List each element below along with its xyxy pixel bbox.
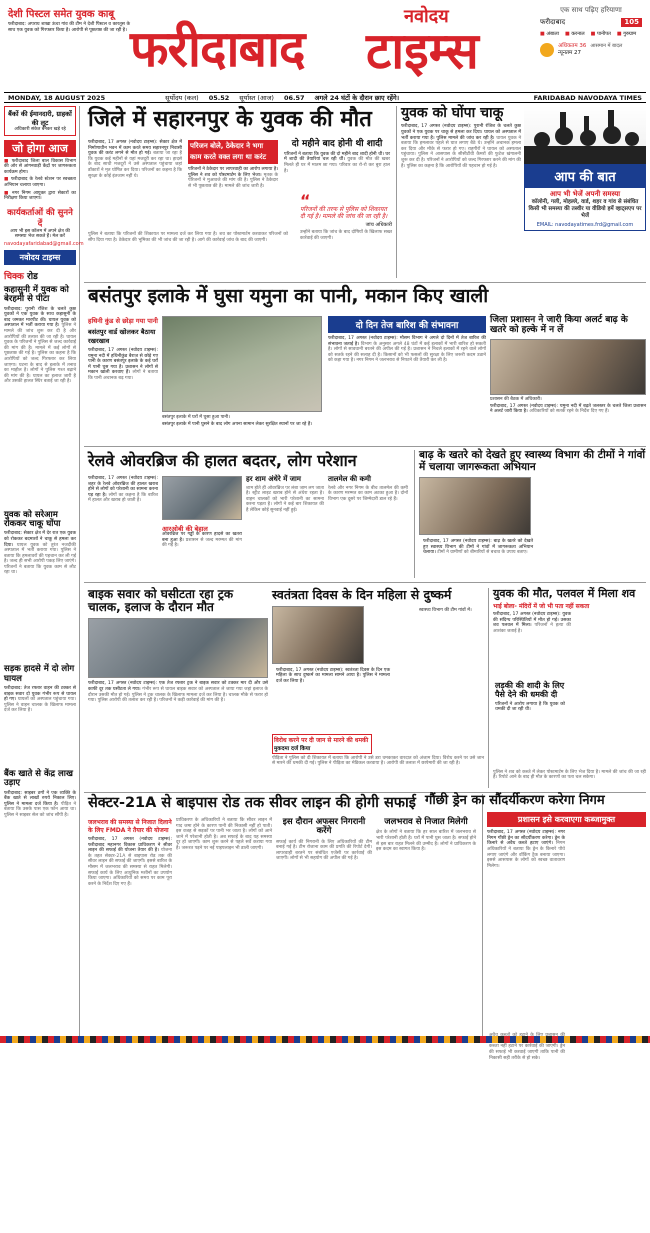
left-story-body: फरीदाबाद: तेज रफ्तार वाहन की टक्कर से बाइक सवार दो युवक गंभीर रूप से घायल हो गए। घायलों को अस्पताल पहुंचाया गया। पुलिस ने वाहन चालक के खिलाफ मामला दर्ज कर लिया है। <box>4 686 77 714</box>
top-right-box <box>540 6 642 57</box>
sewer-sub1: जलभराव की समस्या से निजात दिलाने के लिए FMDA ने तैयार की योजना <box>88 819 172 834</box>
right-lead <box>396 106 521 278</box>
right-lead-headline: युवक को घोंपा चाकू <box>401 105 504 121</box>
lead-body-2: परिजनों ने ठेकेदार पर लापरवाही का आरोप लगाया है। पुलिस ने शव को पोस्टमार्टम के लिए भेजा। मृतक के परिजनों ने मुआवजे की मांग की है। पुलिस ने ठेकेदार से भी पूछताछ की है। मामले की जांच जारी है। <box>188 167 279 189</box>
divider <box>84 582 646 583</box>
railway-story <box>88 476 408 576</box>
city-item: ■ गुरुग्राम <box>617 31 636 37</box>
lead-body-3: परिजनों ने बताया कि युवक की दो महीने बाद शादी होनी थी। घर में शादी की तैयारियां चल रही थीं। युवक की मौत की खबर मिलते ही घर में मातम छा गया। परिवार का रो-रो कर बुरा हाल है। <box>284 151 390 174</box>
what-today-item: ■ नगर निगम आयुक्त द्वारा सेक्टरों का निरीक्षण किया जाएगा। <box>4 191 76 202</box>
left-story-body: फरीदाबाद: साइबर ठगों ने एक व्यक्ति के बैंक खाते से लाखों रुपये निकाल लिए। पुलिस ने मामला दर्ज किया है। पीड़ित ने बताया कि उसके पास एक फोन आया था। पुलिस ने साइबर सेल को जांच सौंपी है। <box>4 790 76 819</box>
chik-road: रोड <box>27 271 38 282</box>
left-story-title: कहासुनी में युवक को बेरहमी से पीटा <box>4 284 69 305</box>
city-item: ■ करनाल <box>565 31 585 37</box>
drain-body: फरीदाबाद, 17 अगस्त (नवोदय टाइम्स): नगर निगम गौंछी ड्रेन का सौंदर्यीकरण करेगा। ड्रेन के किनारे से अवैध कब्जे हटाए जाएंगे। निगम अधिकारियों ने बताया कि ड्रेन के किनारे पौधे लगाए जाएंगे और वॉकिंग ट्रैक बनाया जाएगा। इससे आसपास के लोगों को स्वच्छ वातावरण मिलेगा। <box>487 830 565 869</box>
left-story-title: सड़क हादसे में दो लोग घायल <box>4 664 75 684</box>
workers-body: आप भी इस कॉलम में अपने क्षेत्र की समस्या भेज सकते हैं। मेल करें <box>10 228 70 240</box>
rain-banner: दो दिन तेज बारिश की संभावना <box>328 316 486 333</box>
left-column <box>4 106 84 1036</box>
railway-body: फरीदाबाद, 17 अगस्त (नवोदय टाइम्स): शहर के रेलवे ओवरब्रिज की हालत खराब होने से लोगों को परेशानी का सामना करना पड़ रहा है। लोगों का कहना है कि बारिश में हालत और खराब हो जाती है। <box>88 476 158 504</box>
lead-body-4: पुलिस ने बताया कि परिजनों की शिकायत पर मामला दर्ज कर लिया गया है। शव का पोस्टमार्टम करवाकर परिजनों को सौंप दिया गया है। ठेकेदार की भूमिका की भी जांच की जा रही है। आगे की कार्रवाई जांच के बाद की जाएगी। <box>88 232 288 243</box>
health-caption: स्वास्थ्य विभाग की टीम गांवों में। <box>419 608 472 614</box>
date-bar <box>4 92 646 103</box>
yamuna-body: फरीदाबाद, 17 अगस्त (नवोदय टाइम्स): यमुना नदी में हथिनीकुंड बैराज से छोड़े गए पानी के कारण बसंतपुर इलाके के कई घरों में पानी घुस गया है। प्रशासन ने लोगों से मकान खाली करवाए हैं। लोगों ने बताया कि पानी अचानक बढ़ गया। <box>88 348 158 381</box>
brand-navodaya: नवोदय <box>404 6 449 27</box>
sewer-sub2: इस दौरान अफसर निगरानी करेंगे <box>282 817 366 837</box>
sewer-story <box>88 818 476 1038</box>
quote-text: परिजनों की तरफ से पुलिस को शिकायत दी गई है। मामले की जांच की जा रही है। <box>300 206 388 220</box>
divider <box>84 446 646 447</box>
railway-photo <box>162 476 242 520</box>
page-number: 105 <box>621 18 642 27</box>
health-body: फरीदाबाद, 17 अगस्त (नवोदय टाइम्स): बाढ़ के खतरे को देखते हुए स्वास्थ्य विभाग की टीमों ने गांवों में जागरूकता अभियान चलाया। टीमों ने ग्रामीणों को बीमारियों से बचाव के उपाय बताए। <box>423 539 533 556</box>
palwal-sub: भाई बोला- मंदिरों में जो भी पता नहीं सकता <box>493 603 590 611</box>
lead-quote <box>300 191 392 256</box>
sewer-body: फरीदाबाद, 17 अगस्त (नवोदय टाइम्स): फरीदाबाद महानगर विकास प्राधिकरण ने सीवर लाइन की सफाई की योजना तैयार की है। योजना के तहत सेक्टर-21A से बाइपास रोड तक की सीवर लाइन की सफाई की जाएगी। इससे बारिश के मौसम में जलभराव की समस्या से राहत मिलेगी। सफाई कार्य के लिए आधुनिक मशीनों का उपयोग किया जाएगा। अधिकारियों को समय पर काम पूरा करने के निर्देश दिए गए हैं। <box>88 837 172 887</box>
email-link[interactable]: navodayafaridabad@gmail.com <box>4 240 84 247</box>
lead-subhead: दो महीने बाद होनी थी शादी <box>291 139 383 149</box>
palwal-body-2: परिजनों ने आरोप लगाया है कि युवक को धमकी दी जा रही थी। <box>495 701 565 713</box>
workers-title: कार्यकर्ताओं की सुनने दें <box>7 207 73 229</box>
sunset-time: 06.57 <box>283 93 305 102</box>
drain-banner: प्रशासन इसे करवाएगा कब्जामुक्त <box>487 812 646 827</box>
lead-headline: जिले में सहारनपुर के युवक की मौत <box>88 107 372 132</box>
independence-headline: स्वतंत्रता दिवस के दिन महिला से दुष्कर्म <box>272 587 452 602</box>
right-lead-body: फरीदाबाद, 17 अगस्त (नवोदय टाइम्स): पुरानी रंजिश के चलते कुछ युवकों ने एक युवक पर चाकू से हमला कर दिया। घायल को अस्पताल में भर्ती कराया गया है। पुलिस मामले की जांच कर रही है। घायल युवक ने बताया कि हमलावर पहले से घात लगाए बैठे थे। उन्होंने अचानक हमला कर दिया और मौके से फरार हो गए। राहगीरों ने घायल को अस्पताल पहुंचाया। पुलिस ने आसपास के सीसीटीवी कैमरों की फुटेज खंगालनी शुरू कर दी है। परिजनों ने आरोपियों को जल्द गिरफ्तार करने की मांग की है। पुलिस का कहना है कि आरोपियों की पहचान हो गई है। <box>401 124 521 169</box>
sun-icon <box>540 43 554 57</box>
truck-body: फरीदाबाद, 17 अगस्त (नवोदय टाइम्स): एक तेज रफ्तार ट्रक ने बाइक सवार को टक्कर मार दी और उसे काफी दूर तक घसीटता ले गया। गंभीर रूप से घायल बाइक सवार को अस्पताल ले जाया गया जहां इलाज के दौरान उसकी मौत हो गई। पुलिस ने ट्रक चालक के खिलाफ मामला दर्ज कर लिया है। चालक मौके से फरार हो गया। पुलिस आरोपी की तलाश कर रही है। परिजनों ने कड़ी कार्रवाई की मांग की है। <box>88 681 268 704</box>
truck-photo <box>88 618 268 678</box>
sunrise-label: सूर्योदय (कल) <box>165 94 199 102</box>
rain-box <box>328 316 486 442</box>
sewer-sub3: जलभराव से निजात मिलेगी <box>384 817 468 827</box>
left-teaser-body: अधिकारी संकेत बनकर खड़े रहे <box>14 127 66 132</box>
yamuna-photo <box>162 316 322 412</box>
aap-body: कॉलोनी, गली, मोहल्ले, वार्ड, शहर व गांव से संबंधित किसी भी समस्या की तस्वीर या वीडियो हमें व्हाट्सएप पर भेजें <box>528 199 642 219</box>
weather-max: अधिकतम 36 <box>558 43 587 49</box>
railway-body-3: शाम होते ही ओवरब्रिज पर लंबा जाम लग जाता है। स्ट्रीट लाइट खराब होने से अंधेरा रहता है। वाहन चालकों को भारी परेशानी का सामना करना पड़ता है। लोगों ने कई बार शिकायत की है लेकिन कोई सुनवाई नहीं हुई। <box>246 485 324 514</box>
aap-ki-baat <box>524 106 646 278</box>
yamuna-sub2: बसंतपुर वार्ड खोलकर बैठाया रखरखाव <box>88 328 156 345</box>
lead-body-5: उन्होंने बताया कि जांच के बाद दोषियों के खिलाफ सख्त कार्रवाई की जाएगी। <box>300 230 392 241</box>
yamuna-story <box>88 316 324 442</box>
top-left-teaser <box>8 6 130 68</box>
left-story-body: फरीदाबाद: पुरानी रंजिश के चलते कुछ युवकों ने एक युवक के साथ कहासुनी के बाद जमकर मारपीट की। घायल युवक को अस्पताल में भर्ती कराया गया है। पुलिस ने मामले की जांच शुरू कर दी है और आरोपियों की तलाश की जा रही है। घायल युवक के परिजनों ने पुलिस से जल्द कार्रवाई की मांग की है। मामले में कई लोगों से पूछताछ की गई है। पुलिस का कहना है कि आरोपियों को जल्द गिरफ्तार कर लिया जाएगा। घटना के बाद से इलाके में तनाव का माहौल है। लोगों ने पुलिस गश्त बढ़ाने की मांग की है। घायल का इलाज जारी है और उसकी हालत स्थिर बताई जा रही है। <box>4 306 76 385</box>
city-item: ■ अंबाला <box>540 31 559 37</box>
teaser-title: देशी पिस्टल समेत युवक काबू <box>8 9 115 20</box>
quote-by: जांच अधिकारी <box>365 222 392 228</box>
independence-sub: विरोध करने पर दी जान से मारने की धमकी <box>274 736 369 744</box>
paper-name: FARIDABAD NAVODAYA TIMES <box>533 93 642 102</box>
divider <box>84 282 646 283</box>
small-logo: नवोदय टाइम्स <box>4 250 76 265</box>
railway-body-4: रेलवे और नगर निगम के बीच तालमेल की कमी के कारण मरम्मत का काम अटका हुआ है। दोनों विभाग एक दूसरे पर जिम्मेदारी डाल रहे हैं। <box>328 485 408 502</box>
weather-note: आसमान में बादल <box>590 43 623 49</box>
independence-sub2: मुकदमा दर्ज किया <box>274 745 311 752</box>
edition-label: फरीदाबाद <box>540 18 566 26</box>
quote-icon: “ <box>300 191 311 210</box>
independence-body-2: पीड़िता ने पुलिस को दी शिकायत में बताया कि आरोपी ने उसे डरा धमकाकर वारदात को अंजाम दिया। विरोध करने पर उसे जान से मारने की धमकी दी गई। पुलिस ने पीड़िता का मेडिकल करवाया है। आरोपी की तलाश में छापेमारी की जा रही है। <box>272 755 484 767</box>
health-headline: बाढ़ के खतरे को देखते हुए स्वास्थ्य विभाग की टीमों ने गांवों में चलाया जागरूकता अभियान <box>419 449 646 473</box>
aap-illustration <box>524 106 646 164</box>
sewer-body-3: सफाई कार्य की निगरानी के लिए अधिकारियों की टीम बनाई गई है। टीम रोजाना काम की प्रगति की रिपोर्ट देगी। लापरवाही बरतने पर संबंधित एजेंसी पर कार्रवाई की जाएगी। लोगों से भी सहयोग की अपील की गई है। <box>276 839 372 862</box>
truck-story <box>88 588 268 788</box>
yamuna-headline: बसंतपुर इलाके में घुसा यमुना का पानी, मकान किए खाली <box>88 285 489 307</box>
railway-body-2: ओवरब्रिज पर गड्ढों के कारण हादसे का खतरा बना हुआ है। प्रशासन से जल्द मरम्मत की मांग की गई है। <box>162 532 242 549</box>
palwal-subhead: लड़की की शादी के लिए पैसे देने की धमकी दी <box>495 681 565 699</box>
alert-caption: प्रशासन की बैठक में अधिकारी। <box>490 396 542 402</box>
aap-title: आप की बात <box>554 170 616 185</box>
left-teaser-title: बैंकों की ईमानदारी, ग्राहकों की लूट <box>8 110 72 127</box>
weather-min: न्यूनतम 27 <box>558 50 582 56</box>
drain-body-2: कब्जा नहीं हटाने पर कार्रवाई की जाएगी। ड्रेन की सफाई भी करवाई जाएगी ताकि पानी की निकासी सही तरीके से हो सके। <box>489 1044 565 1061</box>
masthead <box>0 0 650 96</box>
alert-story <box>490 316 646 442</box>
left-story-body: फरीदाबाद: सेक्टर क्षेत्र में देर रात एक युवक को रोककर बदमाशों ने चाकू से हमला कर दिया। घायल युवक को तुरंत नजदीकी अस्पताल में भर्ती कराया गया। पुलिस ने बताया कि हमलावरों की पहचान कर ली गई है। जल्द ही सभी आरोपी पकड़ लिए जाएंगे। परिजनों ने बताया कि युवक काम से लौट रहा था। <box>4 531 76 576</box>
alert-headline: जिला प्रशासन ने जारी किया अलर्ट बाढ़ के खतरे को हल्के में न लें <box>490 315 628 335</box>
date: MONDAY, 18 AUGUST 2025 <box>8 93 106 102</box>
truck-headline: बाइक सवार को घसीटता रहा ट्रक चालक, इलाज के दौरान मौत <box>88 587 234 615</box>
sewer-body-4: क्षेत्र के लोगों ने बताया कि हर साल बारिश में जलभराव से भारी परेशानी होती है। घरों में पानी घुस जाता है। सफाई होने से इस बार राहत मिलने की उम्मीद है। लोगों ने प्राधिकरण के इस कदम का स्वागत किया है। <box>376 830 476 853</box>
chik-label: चिक्क <box>4 271 24 282</box>
yamuna-sub1: हथिनी कुंड से छोड़ा गया पानी <box>88 317 158 325</box>
yamuna-body-2: बसंतपुर इलाके में पानी घुसने के बाद लोग अपना सामान लेकर सुरक्षित स्थानों पर जा रहे हैं। <box>162 422 313 427</box>
drain-headline: गौंछी ड्रेन का सौंदर्यीकरण करेगा निगम <box>425 793 605 808</box>
alert-photo <box>490 339 646 395</box>
sewer-body-2: प्राधिकरण के अधिकारियों ने बताया कि सीवर लाइन में गाद जमा होने के कारण पानी की निकासी नहीं हो पाती। इस वजह से सड़कों पर पानी भर जाता है। लोगों को आने जाने में परेशानी होती है। अब सफाई के बाद यह समस्या दूर हो जाएगी। काम शुरू करने से पहले सर्वे कराया गया है। जरूरत पड़ने पर नई पाइपलाइन भी डाली जाएगी। <box>176 818 272 851</box>
left-story-title: बैंक खाते से केंद्र लाख उड़ाए <box>4 769 73 789</box>
lead-photo-row <box>88 232 288 278</box>
yamuna-caption: बसंतपुर इलाके में घरों में घुसा हुआ पानी। <box>162 415 230 420</box>
left-story-title: युवक को सरेआम रोककर चाकू घोंपा <box>4 509 61 529</box>
sunset-label: सूर्यास्त (आज) <box>239 94 274 102</box>
railway-sub: आरओबी की बेहाल <box>162 525 208 533</box>
sunrise-time: 05.52 <box>208 93 230 102</box>
what-today-item: ■ फरीदाबाद जिला बाल विकास विभाग की ओर से आंगनवाड़ी केंद्रों पर जागरूकता कार्यक्रम होगा। <box>4 159 76 176</box>
what-today-item: ■ फरीदाबाद के रेलवे स्टेशन पर स्वच्छता अभियान चलाया जाएगा। <box>4 177 76 188</box>
teaser-body: फरीदाबाद: अपराध शाखा ऊंचा गांव की टीम ने देशी पिस्टल व कारतूस के साथ एक युवक को गिरफ्तार किया है। आरोपी से पूछताछ की जा रही है। <box>8 22 130 33</box>
protest-silhouette-icon <box>524 106 646 164</box>
palwal-headline: युवक की मौत, पलवल में मिला शव <box>493 587 636 600</box>
lead-bullet: परिजन बोले, ठेकेदार ने भगा काम करते वक्त लगा था करंट <box>188 140 278 164</box>
palwal-body-3: पुलिस ने शव को कब्जे में लेकर पोस्टमार्टम के लिए भेज दिया है। मामले की जांच की जा रही है। रिपोर्ट आने के बाद ही मौत के कारणों का पता चल सकेगा। <box>493 769 646 781</box>
city-item: ■ पानीपत <box>591 31 611 37</box>
alert-body: फरीदाबाद, 17 अगस्त (नवोदय टाइम्स): यमुना नदी में बढ़ते जलस्तर के चलते जिला प्रशासन ने अलर्ट जारी किया है। अधिकारियों को सतर्क रहने के निर्देश दिए गए हैं। <box>490 403 646 415</box>
health-photo <box>419 477 531 535</box>
independence-body: फरीदाबाद, 17 अगस्त (नवोदय टाइम्स): स्वतंत्रता दिवस के दिन एक महिला के साथ दुष्कर्म का मामला सामने आया है। पुलिस ने मामला दर्ज कर लिया है। <box>276 667 390 684</box>
palwal-body: फरीदाबाद, 17 अगस्त (नवोदय टाइम्स): युवक की संदिग्ध परिस्थितियों में मौत हो गई। उसका शव पलवल में मिला। परिजनों ने हत्या की आशंका जताई है। <box>493 612 572 634</box>
aap-subtitle: आप भी भेजें अपनी समस्या <box>549 190 621 198</box>
brand-times: टाइम्स <box>366 22 479 80</box>
top-right-teaser: एक साथ पढ़िए हरियाणा <box>560 6 622 14</box>
railway-tally-head: तालमेल की कमी <box>328 475 371 483</box>
what-today-title: जो होगा आज <box>4 140 76 157</box>
lead-body-1: फरीदाबाद, 17 अगस्त (नवोदय टाइम्स): सेक्टर क्षेत्र में निर्माणाधीन भवन में काम करते समय सहारनपुर निवासी युवक की करंट लगने से मौत हो गई। बताया जा रहा है कि युवक कई महीनों से यहां मजदूरी कर रहा था। हादसे के बाद साथी मजदूरों ने उसे अस्पताल पहुंचाया जहां डॉक्टरों ने मृत घोषित कर दिया। परिजनों का कहना है कि सुरक्षा के कोई इंतजाम नहीं थे। <box>88 140 182 179</box>
independence-story <box>272 588 484 788</box>
railway-middle-head: हर शाम अंधेरे में जाम <box>246 475 301 483</box>
railway-headline: रेलवे ओवरब्रिज की हालत बदतर, लोग परेशान <box>88 451 357 470</box>
aap-contact[interactable]: EMAIL: navodayatimes.frd@gmail.com <box>536 222 634 228</box>
palwal-story <box>488 588 646 788</box>
rain-body: फरीदाबाद, 17 अगस्त (नवोदय टाइम्स): मौसम विभाग ने अगले दो दिनों में तेज बारिश की संभावना जताई है। विभाग के अनुसार अगले 48 घंटों में कई इलाकों में भारी बारिश हो सकती है। लोगों से सावधानी बरतने की अपील की गई है। प्रशासन ने निचले इलाकों में रहने वाले लोगों को सतर्क रहने की सलाह दी है। किसानों को भी फसलों की सुरक्षा के लिए जरूरी कदम उठाने को कहा गया है। नगर निगम ने जलभराव से निपटने की तैयारी कर ली है। <box>328 336 486 364</box>
independence-photo <box>272 606 364 664</box>
forecast: अगले 24 घंटों के दौरान छाए रहेंगे। <box>314 94 400 102</box>
sewer-headline: सेक्टर-21A से बाइपास रोड तक सीवर लाइन की होगी सफाई <box>88 795 416 811</box>
brand-city: फरीदाबाद <box>130 20 305 78</box>
color-registration-strip <box>0 1036 650 1043</box>
